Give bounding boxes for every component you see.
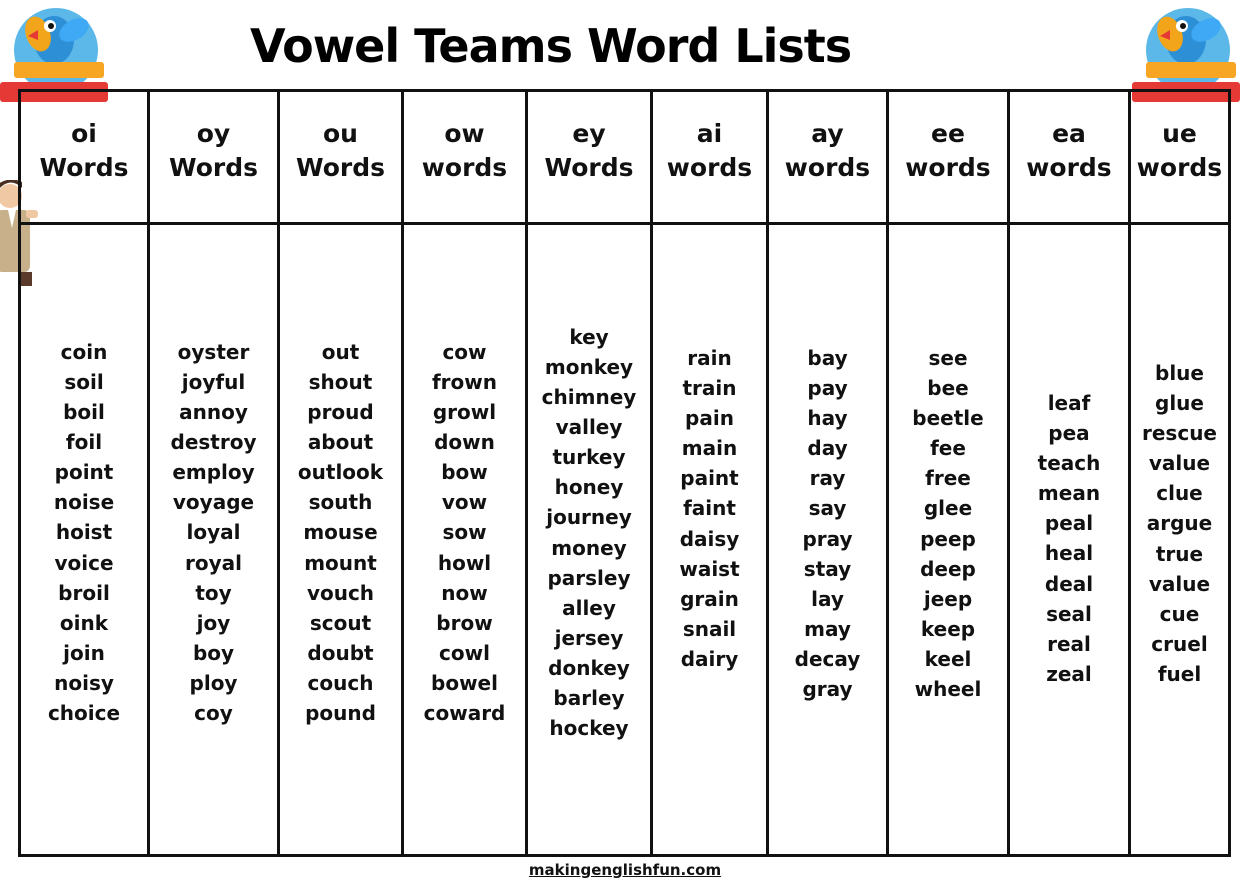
word: honey bbox=[554, 475, 624, 500]
word: grain bbox=[680, 586, 739, 611]
word-list bbox=[21, 225, 147, 854]
word-list bbox=[150, 225, 277, 854]
words-label: words bbox=[1026, 153, 1112, 182]
word: dairy bbox=[680, 646, 739, 671]
word: employ bbox=[172, 460, 255, 485]
word: wheel bbox=[914, 677, 982, 702]
word-list bbox=[889, 225, 1007, 854]
word: beetle bbox=[912, 406, 984, 431]
word: vow bbox=[441, 490, 488, 515]
word: jersey bbox=[554, 625, 624, 650]
word: brow bbox=[436, 610, 493, 635]
column-ea bbox=[1007, 92, 1128, 854]
word: donkey bbox=[548, 655, 630, 680]
word: hay bbox=[807, 406, 848, 431]
word: scout bbox=[309, 610, 372, 635]
word: join bbox=[63, 640, 105, 665]
word: growl bbox=[432, 400, 497, 425]
column-ai bbox=[650, 92, 766, 854]
word: alley bbox=[562, 595, 616, 620]
column-header bbox=[404, 92, 525, 225]
word: pound bbox=[305, 701, 376, 726]
word: cowl bbox=[439, 640, 490, 665]
word: bowel bbox=[431, 670, 498, 695]
word: frown bbox=[431, 369, 498, 394]
word: down bbox=[434, 430, 495, 455]
word: snail bbox=[682, 616, 737, 641]
word: soil bbox=[64, 369, 104, 394]
vowel-team-label: ou bbox=[323, 119, 358, 148]
word: see bbox=[928, 346, 968, 370]
words-label: words bbox=[666, 153, 753, 182]
word: say bbox=[808, 496, 847, 521]
word: gray bbox=[802, 677, 853, 702]
word: destroy bbox=[170, 430, 257, 455]
word: parsley bbox=[547, 565, 631, 590]
word: glee bbox=[923, 496, 973, 521]
word: lay bbox=[811, 586, 844, 611]
word-list bbox=[528, 225, 650, 854]
word-list bbox=[653, 225, 766, 854]
word: proud bbox=[307, 400, 374, 425]
word: peal bbox=[1044, 511, 1094, 536]
vowel-team-label: oy bbox=[196, 119, 231, 148]
word: train bbox=[682, 376, 737, 401]
word: now bbox=[441, 580, 488, 605]
word: daisy bbox=[679, 526, 740, 551]
column-oi bbox=[18, 92, 147, 854]
column-oy bbox=[147, 92, 277, 854]
word: heal bbox=[1044, 541, 1094, 566]
word: money bbox=[551, 535, 627, 560]
word: sow bbox=[442, 520, 487, 545]
word: decay bbox=[794, 646, 861, 671]
word: south bbox=[308, 490, 373, 515]
word-list bbox=[404, 225, 525, 854]
word: key bbox=[569, 324, 609, 349]
word: couch bbox=[307, 670, 374, 695]
word: valley bbox=[555, 415, 623, 440]
words-label: words bbox=[1136, 153, 1223, 182]
word: argue bbox=[1146, 511, 1213, 536]
word: hoist bbox=[55, 520, 113, 545]
word: keep bbox=[920, 616, 976, 641]
vowel-team-label: ea bbox=[1052, 119, 1086, 148]
word: rescue bbox=[1142, 421, 1217, 446]
word: cue bbox=[1159, 601, 1200, 626]
vowel-team-label: ey bbox=[572, 119, 606, 148]
word: doubt bbox=[307, 640, 374, 665]
words-label: words bbox=[784, 153, 871, 182]
word: coy bbox=[194, 701, 233, 726]
word: free bbox=[925, 466, 971, 491]
words-label: words bbox=[421, 153, 508, 182]
column-ey bbox=[525, 92, 650, 854]
vowel-team-label: ee bbox=[931, 119, 965, 148]
word: cruel bbox=[1151, 631, 1208, 656]
vowel-team-label: ai bbox=[696, 119, 723, 148]
words-label: Words bbox=[296, 153, 385, 182]
word-list bbox=[1010, 225, 1128, 854]
word: paint bbox=[680, 466, 739, 491]
word: keel bbox=[924, 646, 972, 671]
word: mouse bbox=[303, 520, 378, 545]
column-ee bbox=[886, 92, 1007, 854]
word: hockey bbox=[549, 716, 629, 741]
word: oink bbox=[59, 610, 109, 635]
word-list bbox=[769, 225, 886, 854]
vowel-team-label: ay bbox=[811, 119, 844, 148]
column-header bbox=[1010, 92, 1128, 225]
word: blue bbox=[1155, 361, 1204, 385]
word: bow bbox=[441, 460, 488, 485]
word: pay bbox=[807, 376, 848, 401]
word: choice bbox=[47, 701, 121, 726]
words-label: Words bbox=[544, 153, 634, 182]
word: barley bbox=[553, 685, 625, 710]
word: boy bbox=[192, 640, 235, 665]
word: zeal bbox=[1046, 661, 1092, 686]
word: stay bbox=[803, 556, 852, 581]
word: outlook bbox=[297, 460, 384, 485]
words-label: Words bbox=[169, 153, 258, 182]
word: voyage bbox=[172, 490, 255, 515]
word: glue bbox=[1155, 391, 1204, 416]
word: voice bbox=[54, 550, 114, 575]
word: point bbox=[54, 460, 114, 485]
word: real bbox=[1047, 631, 1091, 656]
column-ay bbox=[766, 92, 886, 854]
page-title: Vowel Teams Word Lists bbox=[250, 19, 852, 73]
word: ploy bbox=[189, 670, 238, 695]
word: monkey bbox=[544, 354, 634, 379]
vowel-team-label: oi bbox=[71, 119, 97, 148]
word: coward bbox=[423, 701, 506, 726]
word: rain bbox=[687, 346, 732, 370]
column-header bbox=[150, 92, 277, 225]
word: foil bbox=[65, 430, 103, 455]
word: about bbox=[307, 430, 374, 455]
word: fuel bbox=[1157, 661, 1202, 686]
word: joyful bbox=[181, 369, 246, 394]
word: teach bbox=[1037, 451, 1101, 476]
word-list bbox=[280, 225, 401, 854]
footer-website-link[interactable]: makingenglishfun.com bbox=[528, 861, 722, 879]
word: boil bbox=[63, 400, 105, 425]
word: value bbox=[1148, 571, 1211, 596]
vowel-team-label: ow bbox=[444, 119, 485, 148]
word: faint bbox=[683, 496, 736, 521]
word: annoy bbox=[179, 400, 248, 425]
word: leaf bbox=[1047, 391, 1091, 415]
word: howl bbox=[437, 550, 492, 575]
column-header bbox=[769, 92, 886, 225]
word: toy bbox=[195, 580, 232, 605]
word: pea bbox=[1048, 421, 1090, 446]
word: turkey bbox=[552, 445, 626, 470]
column-header bbox=[1131, 92, 1228, 225]
word: bay bbox=[807, 346, 848, 370]
word: true bbox=[1155, 541, 1204, 566]
column-header bbox=[889, 92, 1007, 225]
word: shout bbox=[308, 369, 373, 394]
column-header bbox=[280, 92, 401, 225]
word: fee bbox=[930, 436, 966, 461]
word: journey bbox=[546, 505, 632, 530]
word: loyal bbox=[186, 520, 241, 545]
word: royal bbox=[185, 550, 242, 575]
word: oyster bbox=[177, 339, 250, 364]
word: seal bbox=[1046, 601, 1092, 626]
word: pray bbox=[802, 526, 853, 551]
word: vouch bbox=[306, 580, 375, 605]
word: jeep bbox=[923, 586, 973, 611]
word: may bbox=[804, 616, 851, 641]
vowel-team-label: ue bbox=[1162, 119, 1197, 148]
word: main bbox=[681, 436, 738, 461]
word: chimney bbox=[541, 385, 637, 410]
column-ue bbox=[1128, 92, 1231, 854]
word-list bbox=[1131, 225, 1228, 854]
word: mount bbox=[304, 550, 377, 575]
column-ow bbox=[401, 92, 525, 854]
word: broil bbox=[58, 580, 110, 605]
words-label: Words bbox=[39, 153, 129, 182]
word: peep bbox=[920, 526, 976, 551]
word: waist bbox=[679, 556, 740, 581]
word: clue bbox=[1156, 481, 1203, 506]
word: value bbox=[1148, 451, 1211, 476]
word: day bbox=[807, 436, 848, 461]
words-label: words bbox=[905, 153, 991, 182]
word: cow bbox=[442, 339, 487, 364]
word: out bbox=[321, 339, 360, 364]
word: deal bbox=[1044, 571, 1094, 596]
word-list-table bbox=[18, 89, 1231, 857]
column-ou bbox=[277, 92, 401, 854]
word: joy bbox=[196, 610, 231, 635]
word: bee bbox=[927, 376, 969, 401]
column-header bbox=[528, 92, 650, 225]
word: pain bbox=[685, 406, 734, 431]
word: coin bbox=[60, 339, 108, 364]
word: noise bbox=[53, 490, 115, 515]
word: noisy bbox=[54, 670, 114, 695]
column-header bbox=[653, 92, 766, 225]
column-header bbox=[21, 92, 147, 225]
word: deep bbox=[920, 556, 976, 581]
word: ray bbox=[809, 466, 846, 491]
word: mean bbox=[1037, 481, 1101, 506]
